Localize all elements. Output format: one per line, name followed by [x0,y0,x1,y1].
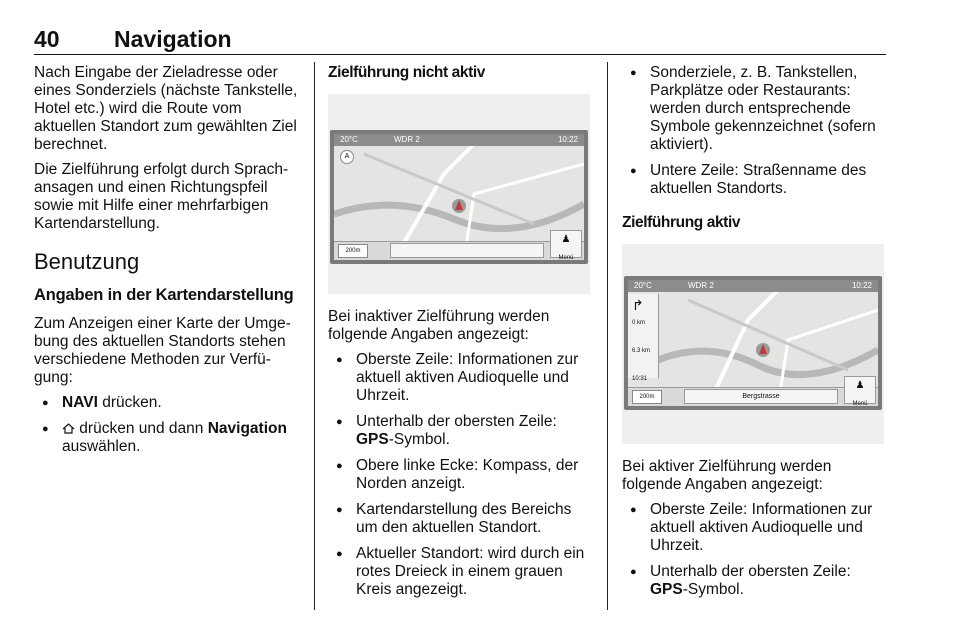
key-label: NAVI [62,394,98,411]
figure-heading: Zielführung aktiv [622,214,741,231]
person-icon: ♟ [561,234,571,245]
list-item: ● Oberste Zeile: Informationen zur aktuell aktiven Audioquelle und Uhrzeit. [328,351,592,405]
paragraph: Nach Eingabe der Zieladresse oder eines Sonderziels (nächste Tankstelle, Hotel etc.) wird die Route vom aktuellen Standort zum gewählten Ziel berechnet. [34,64,298,153]
compass-icon: A [340,150,354,164]
key-label: Navigation [207,420,287,437]
column-1 [34,64,300,464]
page-header [34,26,886,55]
paragraph: Die Zielführung erfolgt durch Sprachansagen und einen Richtungspfeil sowie mit Hilfe einer mehrfarbigen Kartendarstellung. [34,161,289,232]
key-label: GPS [356,431,389,448]
list-item: ● Sonderziele, z. B. Tankstellen, Parkplätze oder Restaurants: werden durch entsprechende Symbole gekennzeichnet (sofern aktiviert). [622,64,888,154]
list-item: ● NAVI drücken. [34,394,300,412]
map-view [628,280,878,406]
figure-heading: Zielführung nicht aktiv [328,64,486,81]
section-heading: Benutzung [34,249,140,274]
guidance-panel: ↱ 0 km 6.3 km 10:31 [628,294,659,378]
list-item: ● drücken und dann Navigation auswählen. [34,420,300,456]
paragraph: Bei aktiver Zielführung werden folgende Angaben angezeigt: [622,458,832,493]
screen-figure-inactive [328,94,590,294]
map-scale: 200m [632,390,662,404]
page-number: 40 [34,26,60,52]
menu-button[interactable]: ♟ Menü [844,376,876,404]
subsection-heading: Angaben in der Kartendarstellung [34,286,294,304]
street-name-field [390,243,544,258]
bullet-list [622,501,888,599]
key-label: GPS [650,581,683,598]
home-icon [62,423,75,434]
menu-button[interactable]: ♟ Menü [550,230,582,258]
column-2 [328,64,592,607]
street-name-field: Bergstrasse [684,389,838,404]
column-divider [314,62,315,610]
bottom-bar [334,241,584,260]
bullet-list [622,64,888,198]
bottom-bar [628,387,878,406]
list-item: ● Aktueller Standort: wird durch ein rotes Dreieck in einem grauen Kreis angezeigt. [328,545,592,599]
paragraph: Zum Anzeigen einer Karte der Umgebung des aktuellen Standorts stehen verschiedene Methoden zur Verfügung: [34,315,291,386]
status-bar: 20°C WDR 2 10:22 [628,280,878,292]
list-item: ● Unterhalb der obersten Zeile: GPS-Symbol. [622,563,888,599]
list-item: ● Oberste Zeile: Informationen zur aktuell aktiven Audioquelle und Uhrzeit. [622,501,888,555]
display-screen [624,276,882,410]
chapter-title: Navigation [114,26,232,52]
list-item: ● Kartendarstellung des Bereichs um den aktuellen Standort. [328,501,592,537]
map-view [334,134,584,260]
paragraph: Bei inaktiver Zielführung werden folgende Angaben angezeigt: [328,308,550,343]
screen-figure-active [622,244,884,444]
list-item: ● Untere Zeile: Straßenname des aktuellen Standorts. [622,162,888,198]
column-divider [607,62,608,610]
turn-arrow-icon: ↱ [632,297,644,313]
person-icon: ♟ [855,380,865,391]
bullet-list [34,394,300,456]
column-3 [622,64,888,607]
status-bar: 20°C WDR 2 10:22 [334,134,584,146]
display-screen [330,130,588,264]
map-scale: 200m [338,244,368,258]
list-item: ● Obere linke Ecke: Kompass, der Norden anzeigt. [328,457,592,493]
list-item: ● Unterhalb der obersten Zeile: GPS-Symbol. [328,413,592,449]
bullet-list [328,351,592,599]
